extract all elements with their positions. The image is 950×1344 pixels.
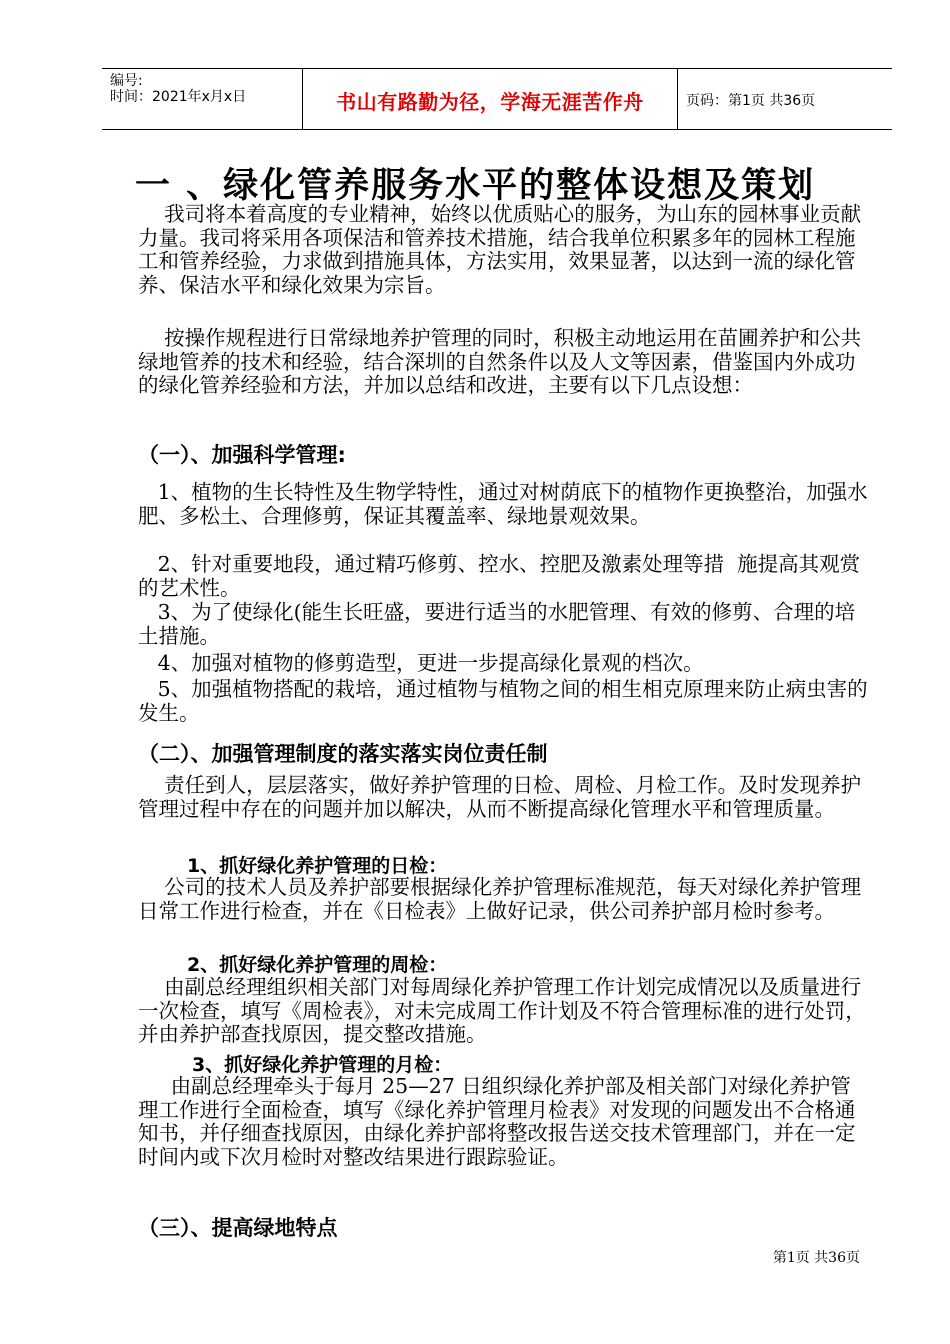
subsection-3-heading: 3、抓好绿化养护管理的月检： xyxy=(192,1054,453,1076)
subsection-1-heading: 1、抓好绿化养护管理的日检： xyxy=(187,855,448,877)
section-1-item-2: 2、针对重要地段，通过精巧修剪、控水、控肥及激素处理等措 施提高其观赏的艺术性。 xyxy=(138,552,861,600)
intro-paragraph-2: 按操作规程进行日常绿地养护管理的同时，积极主动地运用在苗圃养护和公共绿地管养的技术和经验，结合深圳的自然条件以及人文等因素，借鉴国内外成功的绿化管养经验和方法，并加以总结和改进，主要有以下几点设想： xyxy=(138,326,862,397)
subsection-3-text: 由副总经理牵头于每月 25—27 日组织绿化养护部及相关部门对绿化养护管理工作进行全面检查，填写《绿化养护管理月检表》对发现的问题发出不合格通知书，并仔细查找原因，由绿化养护部将整改报告送交技术管理部门，并在一定时间内或下次月检时对整改结果进行跟踪验证。 xyxy=(138,1074,856,1169)
section-1-item-4: 4、加强对植物的修剪造型，更进一步提高绿化景观的档次。 xyxy=(138,651,704,675)
subsection-2-text: 由副总经理组织相关部门对每周绿化养护管理工作计划完成情况以及质量进行一次检查，填写《周检表》，对未完成周工作计划及不符合管理标准的进行处罚，并由养护部查找原因，提交整改措施。 xyxy=(138,975,866,1046)
header-page-cell xyxy=(678,69,892,129)
section-1-heading: （一）、加强科学管理: xyxy=(138,443,346,467)
section-2-intro: 责任到人，层层落实，做好养护管理的日检、周检、月检工作。及时发现养护管理过程中存在的问题并加以解决，从而不断提高绿化管理水平和管理质量。 xyxy=(138,773,862,821)
header-meta-cell xyxy=(102,69,303,129)
header-motto-cell xyxy=(303,69,678,129)
page-header xyxy=(102,68,892,130)
subsection-1-text: 公司的技术人员及养护部要根据绿化养护管理标准规范，每天对绿化养护管理日常工作进行检查，并在《日检表》上做好记录，供公司养护部月检时参考。 xyxy=(138,875,862,923)
intro-paragraph-1: 我司将本着高度的专业精神，始终以优质贴心的服务，为山东的园林事业贡献力量。我司将采用各项保洁和管养技术措施，结合我单位积累多年的园林工程施工和管养经验，力求做到措施具体，方法实用，效果显著，以达到一流的绿化管养、保洁水平和绿化效果为宗旨。 xyxy=(138,202,862,297)
section-3-heading: （三）、提高绿地特点 xyxy=(138,1216,338,1240)
header-motto: 书山有路勤为径，学海无涯苦作舟 xyxy=(336,90,644,114)
section-1-item-1: 1、植物的生长特性及生物学特性，通过对树荫底下的植物作更换整治，加强水肥、多松土、合理修剪，保证其覆盖率、绿地景观效果。 xyxy=(138,480,868,528)
code-label: 编号: xyxy=(110,73,143,89)
section-1-item-3: 3、为了使绿化(能生长旺盛，要进行适当的水肥管理、有效的修剪、合理的培土措施。 xyxy=(138,600,856,648)
section-2-heading: （二）、加强管理制度的落实落实岗位责任制 xyxy=(138,742,548,766)
subsection-2-heading: 2、抓好绿化养护管理的周检： xyxy=(187,954,448,976)
footer-page-info: 第1页 共36页 xyxy=(772,1250,860,1266)
header-page-info: 页码：第1页 共36页 xyxy=(686,93,816,109)
document-title: 一 、绿化管养服务水平的整体设想及策划 xyxy=(134,166,816,206)
time-label: 时间：2021年x月x日 xyxy=(110,89,247,105)
section-1-item-5: 5、加强植物搭配的栽培，通过植物与植物之间的相生相克原理来防止病虫害的发生。 xyxy=(138,677,868,725)
